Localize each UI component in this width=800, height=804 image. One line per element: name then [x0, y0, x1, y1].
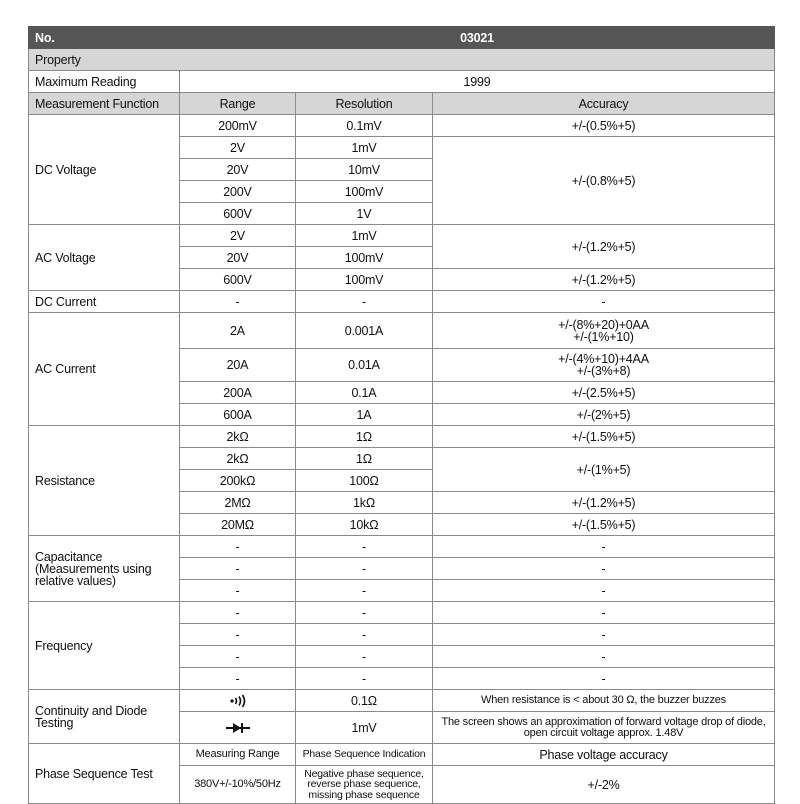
- col-range: Range: [180, 93, 296, 115]
- resolution-cell: 100mV: [296, 247, 433, 269]
- property-label: Property: [29, 49, 775, 71]
- resolution-cell: 1V: [296, 203, 433, 225]
- property-row: [29, 49, 775, 71]
- resolution-cell: -: [296, 646, 433, 668]
- range-cell: -: [180, 536, 296, 558]
- range-cell: 2V: [180, 137, 296, 159]
- resolution-cell: 100mV: [296, 181, 433, 203]
- accuracy-cell: +/-2%: [433, 766, 775, 804]
- accuracy-cell: -: [433, 624, 775, 646]
- resolution-cell: 1A: [296, 404, 433, 426]
- range-cell: 20V: [180, 247, 296, 269]
- accuracy-line: +/-(3%+8): [576, 364, 631, 378]
- max-reading-label: Maximum Reading: [29, 71, 180, 93]
- col-accuracy: Accuracy: [433, 93, 775, 115]
- resolution-cell: -: [296, 580, 433, 602]
- accuracy-cell: +/-(1%+5): [433, 448, 775, 492]
- accuracy-cell: [433, 313, 775, 349]
- range-cell: 600V: [180, 269, 296, 291]
- resolution-cell: 1mV: [296, 137, 433, 159]
- table-row: [29, 115, 775, 137]
- range-cell: 20A: [180, 349, 296, 382]
- table-row: [29, 291, 775, 313]
- dc-current-label: DC Current: [29, 291, 180, 313]
- model-number: 03021: [180, 27, 775, 49]
- resolution-cell: 1Ω: [296, 448, 433, 470]
- accuracy-cell: +/-(0.8%+5): [433, 137, 775, 225]
- range-cell: 200V: [180, 181, 296, 203]
- table-row: [29, 426, 775, 448]
- table-row: [29, 313, 775, 349]
- header-row: [29, 27, 775, 49]
- resolution-cell: -: [296, 602, 433, 624]
- range-cell: 2kΩ: [180, 426, 296, 448]
- dc-voltage-label: DC Voltage: [29, 115, 180, 225]
- table-row: [29, 744, 775, 766]
- resolution-cell: 100Ω: [296, 470, 433, 492]
- resolution-cell: -: [296, 558, 433, 580]
- continuity-diode-label: Continuity and Diode Testing: [29, 690, 180, 744]
- col-phase-indication: Phase Sequence Indication: [296, 744, 433, 766]
- accuracy-cell: -: [433, 646, 775, 668]
- range-cell: 600A: [180, 404, 296, 426]
- range-cell: -: [180, 646, 296, 668]
- range-cell: 200A: [180, 382, 296, 404]
- accuracy-cell: The screen shows an approximation of forward voltage drop of diode, open circuit voltage approx. 1.48V: [433, 712, 775, 744]
- resolution-cell: 0.001A: [296, 313, 433, 349]
- max-reading-value: 1999: [180, 71, 775, 93]
- accuracy-cell: +/-(2%+5): [433, 404, 775, 426]
- resolution-cell: 0.01A: [296, 349, 433, 382]
- table-row: [29, 536, 775, 558]
- range-cell: -: [180, 602, 296, 624]
- resistance-label: Resistance: [29, 426, 180, 536]
- resolution-cell: -: [296, 624, 433, 646]
- buzzer-icon: [180, 690, 296, 712]
- range-cell: 20V: [180, 159, 296, 181]
- resolution-cell: 0.1Ω: [296, 690, 433, 712]
- range-cell: 2A: [180, 313, 296, 349]
- accuracy-line: +/-(1%+10): [573, 329, 634, 344]
- accuracy-cell: -: [433, 668, 775, 690]
- accuracy-cell: +/-(0.5%+5): [433, 115, 775, 137]
- range-cell: -: [180, 291, 296, 313]
- ac-voltage-label: AC Voltage: [29, 225, 180, 291]
- range-cell: 600V: [180, 203, 296, 225]
- diode-icon: [180, 712, 296, 744]
- table-row: [29, 602, 775, 624]
- range-cell: 380V+/-10%/50Hz: [180, 766, 296, 804]
- accuracy-cell: -: [433, 291, 775, 313]
- range-cell: -: [180, 558, 296, 580]
- accuracy-cell: -: [433, 536, 775, 558]
- accuracy-cell: -: [433, 580, 775, 602]
- resolution-cell: -: [296, 668, 433, 690]
- resolution-cell: 1mV: [296, 712, 433, 744]
- table-row: [29, 690, 775, 712]
- accuracy-cell: When resistance is < about 30 Ω, the buzzer buzzes: [433, 690, 775, 712]
- range-cell: 200kΩ: [180, 470, 296, 492]
- resolution-cell: 0.1A: [296, 382, 433, 404]
- resolution-cell: 100mV: [296, 269, 433, 291]
- accuracy-cell: +/-(1.2%+5): [433, 225, 775, 269]
- column-header-row: [29, 93, 775, 115]
- col-phase-accuracy: Phase voltage accuracy: [433, 744, 775, 766]
- phase-sequence-label: Phase Sequence Test: [29, 744, 180, 804]
- col-measuring-range: Measuring Range: [180, 744, 296, 766]
- resolution-cell: 1mV: [296, 225, 433, 247]
- resolution-cell: -: [296, 291, 433, 313]
- range-cell: -: [180, 624, 296, 646]
- range-cell: 200mV: [180, 115, 296, 137]
- resolution-cell: -: [296, 536, 433, 558]
- accuracy-cell: +/-(1.2%+5): [433, 492, 775, 514]
- resolution-cell: 1Ω: [296, 426, 433, 448]
- accuracy-line: +/-(4%+10)+4AA: [558, 352, 649, 366]
- accuracy-cell: -: [433, 558, 775, 580]
- accuracy-line: +/-(8%+20)+0AA: [558, 317, 649, 332]
- table-row: [29, 225, 775, 247]
- range-cell: 2MΩ: [180, 492, 296, 514]
- col-function: Measurement Function: [29, 93, 180, 115]
- accuracy-cell: -: [433, 602, 775, 624]
- range-cell: 20MΩ: [180, 514, 296, 536]
- range-cell: 2V: [180, 225, 296, 247]
- range-cell: -: [180, 668, 296, 690]
- frequency-label: Frequency: [29, 602, 180, 690]
- range-cell: -: [180, 580, 296, 602]
- spec-table: [28, 26, 775, 804]
- accuracy-cell: +/-(2.5%+5): [433, 382, 775, 404]
- ac-current-label: AC Current: [29, 313, 180, 426]
- header-label: No.: [29, 27, 180, 49]
- range-cell: 2kΩ: [180, 448, 296, 470]
- max-reading-row: [29, 71, 775, 93]
- resolution-cell: 10kΩ: [296, 514, 433, 536]
- indication-cell: Negative phase sequence, reverse phase sequence, missing phase sequence: [296, 766, 433, 804]
- accuracy-cell: +/-(1.5%+5): [433, 426, 775, 448]
- resolution-cell: 1kΩ: [296, 492, 433, 514]
- resolution-cell: 0.1mV: [296, 115, 433, 137]
- accuracy-cell: +/-(1.2%+5): [433, 269, 775, 291]
- accuracy-cell: [433, 349, 775, 382]
- accuracy-cell: +/-(1.5%+5): [433, 514, 775, 536]
- capacitance-label: Capacitance (Measurements using relative values): [29, 536, 180, 602]
- resolution-cell: 10mV: [296, 159, 433, 181]
- col-resolution: Resolution: [296, 93, 433, 115]
